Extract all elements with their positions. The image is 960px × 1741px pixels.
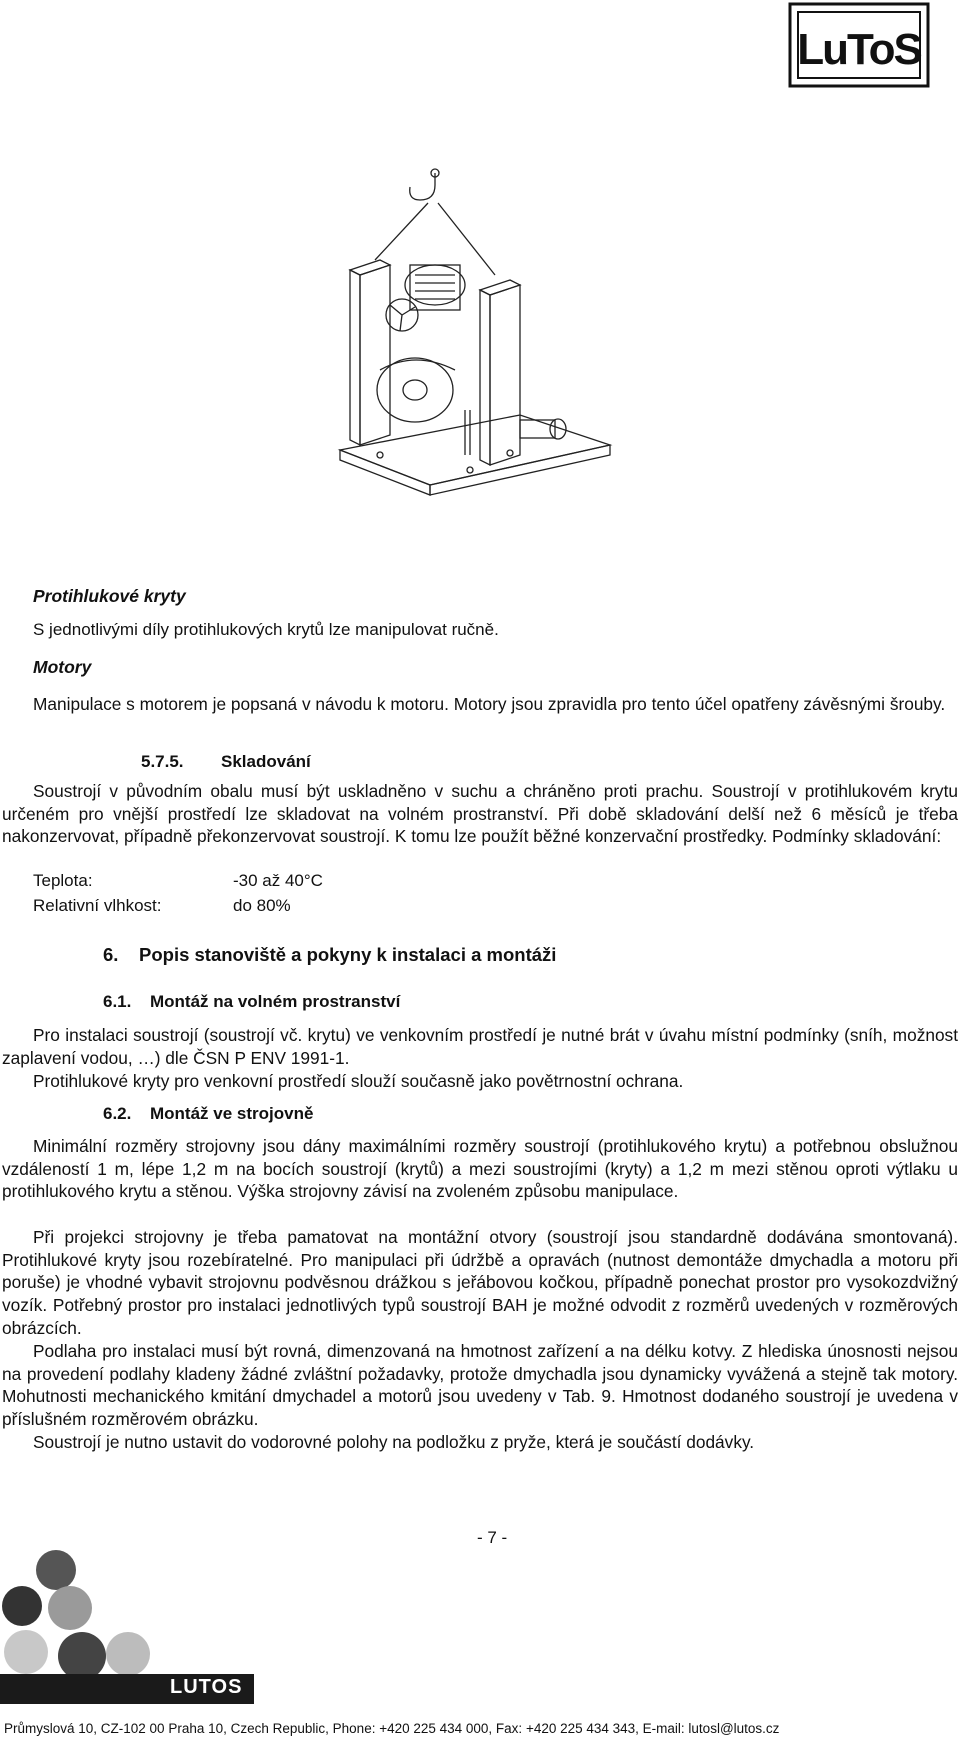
footer-address: Průmyslová 10, CZ-102 00 Praha 10, Czech Republic, Phone: +420 225 434 000, Fax: +420 225 434 343, E-mail: lutosl@lutos.cz — [4, 1721, 780, 1736]
section-6-1-heading — [103, 992, 400, 1012]
section-title: Montáž na volném prostranství — [150, 992, 401, 1011]
temperature-row — [33, 871, 323, 891]
humidity-row — [33, 896, 291, 916]
temperature-label: Teplota: — [33, 871, 93, 890]
storage-heading — [141, 752, 311, 772]
section-title: Skladování — [221, 752, 311, 771]
section-number: 5.7.5. — [141, 752, 184, 771]
section-number: 6.1. — [103, 992, 132, 1011]
section-title: Popis stanoviště a pokyny k instalaci a montáži — [139, 944, 557, 965]
s62-paragraph-2: Při projekci strojovny je třeba pamatovat na montážní otvory (soustrojí jsou standardně dodávána smontovaná). Protihlukové kryty jsou rozebíratelné. Pro manipulaci při údržbě a opravách (nutnost demontáže dmychadla a motoru při poruše) je vhodné vybavit strojovnu podvěsnou drážkou s jeřábovou kočkou, případně ponechat prostor pro vysokozdvižný vozík. Potřebný prostor pro instalaci jednotlivých typů soustrojí BAH je možné odvodit z rozměrů uvedených v rozměrových obrázcích. — [2, 1227, 958, 1338]
s62-paragraph-4: Soustrojí je nutno ustavit do vodorovné polohy na podložku z pryže, která je součástí dodávky. — [33, 1432, 755, 1452]
humidity-value: do 80% — [233, 896, 291, 915]
s62-paragraph-3: Podlaha pro instalaci musí být rovná, dimenzovaná na hmotnost zařízení a na délku kotvy. Z hlediska únosnosti nejsou na provedení podlahy kladeny žádné zvláštní požadavky, protože dmychadla jsou dynamicky vyvážená a stejně tak motory. Mohutnosti mechanického kmitání dmychadel a motorů jsou uvedeny v Tab. 9. Hmotnost dodaného soustrojí je uvedena v příslušném rozměrovém obrázku. — [2, 1341, 958, 1430]
bottom-logo-text: LUTOS — [170, 1676, 243, 1698]
s61-paragraph-1: Pro instalaci soustrojí (soustrojí vč. krytu) ve venkovním prostředí je nutné brát v úvahu místní podmínky (sníh, možnost zaplavení vodou, …) dle ČSN P ENV 1991-1. — [2, 1025, 958, 1068]
lutos-logo — [788, 2, 930, 88]
motors-text: Manipulace s motorem je popsaná v návodu k motoru. Motory jsou zpravidla pro tento účel opatřeny závěsnými šrouby. — [33, 694, 946, 714]
section-title: Montáž ve strojovně — [150, 1104, 314, 1123]
section-6-heading — [103, 944, 556, 966]
section-number: 6. — [103, 944, 119, 965]
section-number: 6.2. — [103, 1104, 132, 1123]
svg-text:LuToS: LuToS — [797, 25, 921, 74]
noise-covers-heading: Protihlukové kryty — [33, 586, 186, 606]
motors-heading: Motory — [33, 657, 92, 677]
s61-paragraph-2: Protihlukové kryty pro venkovní prostředí slouží současně jako povětrnostní ochrana. — [33, 1071, 684, 1091]
section-6-2-heading — [103, 1104, 313, 1124]
temperature-value: -30 až 40°C — [233, 871, 323, 890]
lutos-bottom-logo — [0, 1548, 260, 1708]
lifting-illustration — [320, 165, 630, 550]
humidity-label: Relativní vlhkost: — [33, 896, 162, 915]
storage-text: Soustrojí v původním obalu musí být uskladněno v suchu a chráněno proti prachu. Soustrojí v protihlukovém krytu určeném pro vnější prostředí lze skladovat na volném prostranství. Při době skladování delší než 6 měsíců je třeba nakonzervovat, případně překonzervovat soustrojí. K tomu lze použít běžné konzervační prostředky. Podmínky skladování: — [2, 781, 958, 847]
noise-covers-text: S jednotlivými díly protihlukových krytů lze manipulovat ručně. — [33, 620, 499, 639]
page-number: - 7 - — [477, 1528, 508, 1547]
s62-paragraph-1: Minimální rozměry strojovny jsou dány maximálními rozměry soustrojí (protihlukového krytu) a potřebnou obslužnou vzdáleností 1 m, lépe 1,2 m na bocích soustrojí (krytů) a mezi soustrojími (kryty) a 1,2 m mezi stěnou oproti výtlaku u protihlukového krytu a stěnou. Výška strojovny závisí na zvoleném způsobu manipulace. — [2, 1136, 958, 1202]
